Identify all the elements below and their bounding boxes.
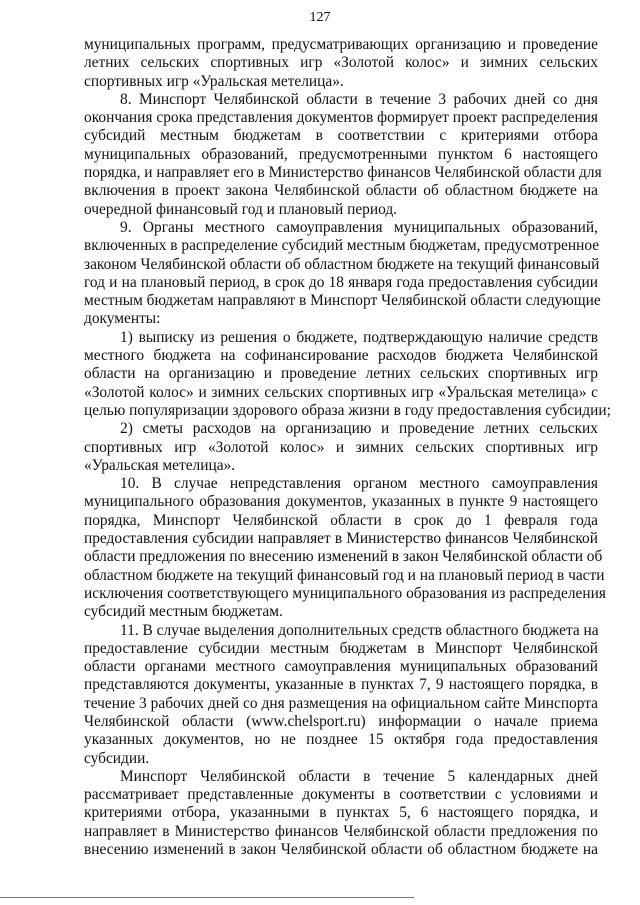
text-line: летних сельских спортивных игр «Золотой колос» и зимних сельских [84,54,598,72]
text-line: окончания срока представления документов формирует проект распределения [84,109,598,127]
text-line: представляются документы, указанные в пунктах 7, 9 настоящего порядка, в [84,676,598,694]
text-line: критериями отбора, указанными в пунктах 5, 6 настоящего порядка, и [84,804,598,822]
text-line: рассматривает представленные документы в соответствии с условиями и [84,786,598,804]
text-line: области на организацию и проведение летних сельских спортивных игр [84,365,598,383]
text-line: 9. Органы местного самоуправления муниципальных образований, [120,218,598,236]
text-line: внесению изменений в закон Челябинской области об областном бюджете на [84,841,598,859]
text-line: порядка, и направляет его в Министерство финансов Челябинской области для [84,164,602,182]
text-line: субсидий местным бюджетам. [84,603,283,621]
text-line: областном бюджете на текущий финансовый год и на плановый период в части [84,566,605,584]
text-line: 10. В случае непредставления органом местного самоуправления [120,475,598,493]
text-line: включенных в распределение субсидий местным бюджетам, предусмотренное [84,237,600,255]
text-line: течение 3 рабочих дней со дня размещения на официальном сайте Минспорта [84,694,598,712]
text-line: муниципальных образований, предусмотренными пунктом 6 настоящего [84,145,598,163]
text-line: документы: [84,310,161,328]
text-line: целью популяризации здорового образа жизни в году предоставления субсидии; [84,401,611,419]
text-line: местного бюджета на софинансирование расходов бюджета Челябинской [84,347,598,365]
text-line: предоставления субсидии направляет в Министерство финансов Челябинской [84,530,598,548]
text-line: указанных документов, но не позднее 15 октября года предоставления [84,731,598,749]
text-line: «Уральская метелица». [84,456,236,474]
text-line: исключения соответствующего муниципального образования из распределения [84,584,606,602]
text-line: законом Челябинской области об областном бюджете на текущий финансовый [84,255,600,273]
text-line: области органами местного самоуправления муниципальных образований [84,658,598,676]
text-line: год и на плановый период, в срок до 18 января года предоставления субсидии [84,273,598,291]
text-line: Челябинской области (www.chelsport.ru) информации о начале приема [84,712,598,730]
text-line: направляет в Министерство финансов Челябинской области предложения по [84,822,598,840]
text-line: субсидий местным бюджетам в соответствии с критериями отбора [84,127,598,145]
text-line: Минспорт Челябинской области в течение 5 календарных дней [120,767,598,785]
text-line: спортивных игр «Уральская метелица». [84,72,344,90]
text-line: «Золотой колос» и зимних сельских спортивных игр «Уральская метелица» с [84,383,598,401]
text-line: спортивных игр «Золотой колос» и зимних сельских спортивных игр [84,438,598,456]
text-line: предоставление субсидии местным бюджетам в Минспорт Челябинской [84,639,598,657]
text-line: 1) выписку из решения о бюджете, подтверждающую наличие средств [120,328,598,346]
text-line: муниципального образования документов, указанных в пункте 9 настоящего [84,493,598,511]
page-number: 127 [309,10,331,25]
text-line: включения в проект закона Челябинской области об областном бюджете на [84,182,598,200]
text-line: 2) сметы расходов на организацию и проведение летних сельских [120,420,598,438]
text-line: местным бюджетам направляют в Минспорт Челябинской области следующие [84,292,601,310]
text-line: очередной финансовый год и плановый период. [84,200,398,218]
text-line: 11. В случае выделения дополнительных средств областного бюджета на [120,621,599,639]
text-line: муниципальных программ, предусматривающих организацию и проведение [84,36,598,53]
document-body [84,36,611,859]
footer-rule [0,897,414,898]
text-line: порядка, Минспорт Челябинской области в срок до 1 февраля года [84,511,598,529]
text-line: 8. Минспорт Челябинской области в течение 3 рабочих дней со дня [120,90,598,108]
text-line: области предложения по внесению изменений в закон Челябинской области об [84,548,603,566]
text-line: субсидии. [84,749,150,767]
